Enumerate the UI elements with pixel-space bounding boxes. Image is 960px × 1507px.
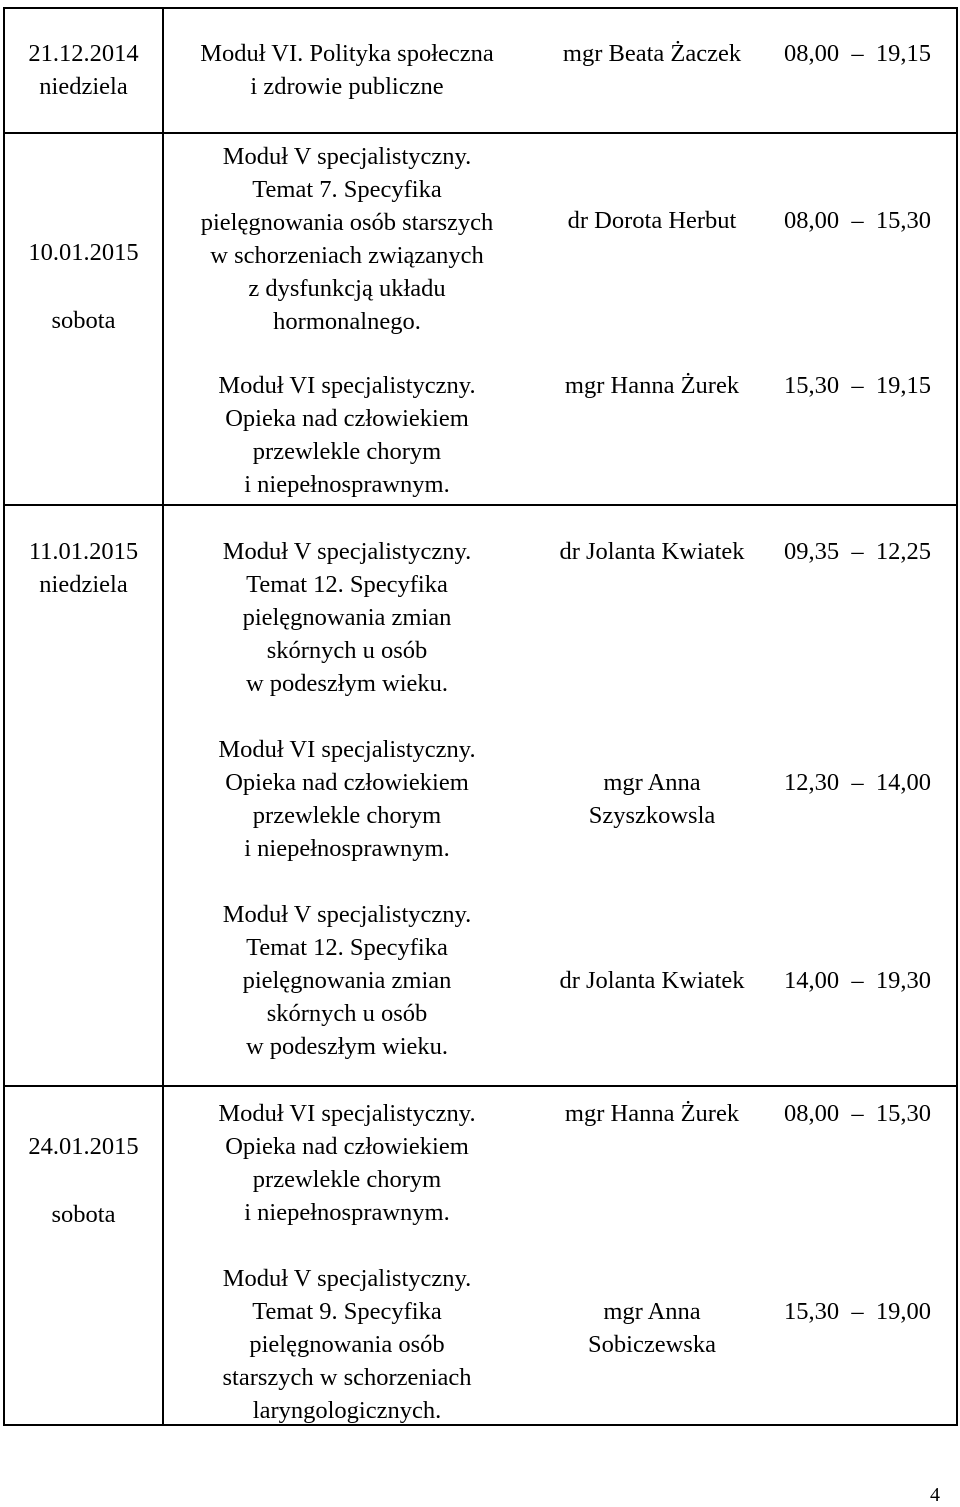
time-from: 15,30 bbox=[784, 1298, 840, 1325]
lecturer-line: Sobiczewska bbox=[588, 1331, 716, 1358]
topic-line: w podeszłym wieku. bbox=[245, 1033, 449, 1060]
lecturer-line: mgr Beata Żaczek bbox=[562, 40, 742, 67]
date: 24.01.2015 bbox=[28, 1133, 139, 1160]
time-range bbox=[784, 766, 931, 799]
lecturer-cell bbox=[534, 204, 770, 237]
topic-line: i zdrowie publiczne bbox=[250, 73, 444, 100]
time-from: 12,30 bbox=[784, 769, 840, 796]
topic-line: Opieka nad człowiekiem bbox=[225, 1133, 469, 1160]
weekday: sobota bbox=[51, 1201, 116, 1228]
topic-line: Temat 12. Specyfika bbox=[246, 934, 448, 961]
topic-cell bbox=[164, 1097, 530, 1229]
lecturer-cell bbox=[534, 766, 770, 832]
topic-cell bbox=[164, 140, 530, 338]
topic-line: Temat 9. Specyfika bbox=[252, 1298, 442, 1325]
topic-line: Moduł VI. Polityka społeczna bbox=[200, 40, 494, 67]
date: 11.01.2015 bbox=[28, 538, 139, 565]
topic-line: hormonalnego. bbox=[273, 308, 421, 335]
date-cell bbox=[5, 236, 162, 338]
topic-line: w podeszłym wieku. bbox=[245, 670, 449, 697]
topic-line: Moduł VI specjalistyczny. bbox=[218, 372, 476, 399]
topic-line: z dysfunkcją układu bbox=[248, 275, 446, 302]
topic-cell bbox=[164, 1262, 530, 1427]
topic-line: pielęgnowania osób starszych bbox=[200, 209, 494, 236]
lecturer-cell bbox=[534, 535, 770, 568]
topic-cell bbox=[164, 369, 530, 501]
topic-line: starszych w schorzeniach bbox=[222, 1364, 472, 1391]
topic-line: Temat 7. Specyfika bbox=[252, 176, 442, 203]
topic-cell bbox=[164, 898, 530, 1063]
time-to: 15,30 bbox=[875, 1100, 931, 1127]
topic-line: i niepełnosprawnym. bbox=[244, 1199, 450, 1226]
lecturer-cell bbox=[534, 37, 770, 70]
topic-line: i niepełnosprawnym. bbox=[244, 471, 450, 498]
time-to: 14,00 bbox=[875, 769, 931, 796]
topic-line: przewlekle chorym bbox=[252, 438, 442, 465]
lecturer-line: mgr Hanna Żurek bbox=[564, 1100, 740, 1127]
row-divider bbox=[3, 132, 958, 134]
topic-line: Temat 12. Specyfika bbox=[246, 571, 448, 598]
topic-line: skórnych u osób bbox=[266, 637, 428, 664]
topic-line: skórnych u osób bbox=[266, 1000, 428, 1027]
time-separator: – bbox=[845, 207, 870, 234]
time-separator: – bbox=[845, 769, 870, 796]
topic-line: Opieka nad człowiekiem bbox=[225, 405, 469, 432]
time-to: 19,15 bbox=[875, 40, 931, 67]
lecturer-line: mgr Hanna Żurek bbox=[564, 372, 740, 399]
date-cell bbox=[5, 535, 162, 601]
time-to: 19,30 bbox=[875, 967, 931, 994]
date: 10.01.2015 bbox=[28, 239, 139, 266]
topic-line: Moduł VI specjalistyczny. bbox=[218, 736, 476, 763]
time-to: 19,00 bbox=[875, 1298, 931, 1325]
topic-line: przewlekle chorym bbox=[252, 802, 442, 829]
topic-cell bbox=[164, 733, 530, 865]
time-range bbox=[784, 369, 931, 402]
lecturer-cell bbox=[534, 964, 770, 997]
time-from: 14,00 bbox=[784, 967, 840, 994]
table-border-right bbox=[956, 7, 958, 1426]
topic-cell bbox=[164, 37, 530, 103]
date-cell bbox=[5, 37, 162, 103]
time-from: 09,35 bbox=[784, 538, 840, 565]
time-range bbox=[784, 535, 931, 568]
topic-line: Moduł V specjalistyczny. bbox=[222, 538, 472, 565]
lecturer-line: mgr Anna bbox=[603, 769, 701, 796]
weekday: niedziela bbox=[39, 73, 128, 100]
time-separator: – bbox=[845, 538, 870, 565]
lecturer-line: dr Dorota Herbut bbox=[567, 207, 737, 234]
topic-line: Moduł V specjalistyczny. bbox=[222, 901, 472, 928]
page-number: 4 bbox=[930, 1484, 940, 1506]
lecturer-cell bbox=[534, 1295, 770, 1361]
lecturer-line: dr Jolanta Kwiatek bbox=[559, 967, 745, 994]
lecturer-line: mgr Anna bbox=[603, 1298, 701, 1325]
topic-line: pielęgnowania zmian bbox=[242, 967, 452, 994]
time-separator: – bbox=[845, 40, 870, 67]
time-to: 12,25 bbox=[875, 538, 931, 565]
row-divider bbox=[3, 504, 958, 506]
time-range bbox=[784, 964, 931, 997]
time-range bbox=[784, 1295, 931, 1328]
topic-line: pielęgnowania zmian bbox=[242, 604, 452, 631]
topic-line: Opieka nad człowiekiem bbox=[225, 769, 469, 796]
topic-line: w schorzeniach związanych bbox=[210, 242, 484, 269]
weekday: sobota bbox=[51, 307, 116, 334]
time-separator: – bbox=[845, 372, 870, 399]
lecturer-line: dr Jolanta Kwiatek bbox=[559, 538, 745, 565]
time-range bbox=[784, 1097, 931, 1130]
row-divider bbox=[3, 1085, 958, 1087]
topic-line: Moduł V specjalistyczny. bbox=[222, 1265, 472, 1292]
topic-line: laryngologicznych. bbox=[252, 1397, 442, 1424]
lecturer-line: Szyszkowsla bbox=[588, 802, 716, 829]
topic-line: pielęgnowania osób bbox=[249, 1331, 445, 1358]
topic-line: Moduł VI specjalistyczny. bbox=[218, 1100, 476, 1127]
table-border-top bbox=[3, 7, 958, 9]
time-range bbox=[784, 37, 931, 70]
time-from: 08,00 bbox=[784, 207, 840, 234]
time-from: 08,00 bbox=[784, 1100, 840, 1127]
weekday: niedziela bbox=[39, 571, 128, 598]
topic-cell bbox=[164, 535, 530, 700]
topic-line: przewlekle chorym bbox=[252, 1166, 442, 1193]
time-from: 15,30 bbox=[784, 372, 840, 399]
time-to: 15,30 bbox=[875, 207, 931, 234]
topic-line: i niepełnosprawnym. bbox=[244, 835, 450, 862]
time-to: 19,15 bbox=[875, 372, 931, 399]
time-separator: – bbox=[845, 1100, 870, 1127]
time-range bbox=[784, 204, 931, 237]
time-separator: – bbox=[845, 1298, 870, 1325]
topic-line: Moduł V specjalistyczny. bbox=[222, 143, 472, 170]
lecturer-cell bbox=[534, 1097, 770, 1130]
date: 21.12.2014 bbox=[28, 40, 139, 67]
lecturer-cell bbox=[534, 369, 770, 402]
time-from: 08,00 bbox=[784, 40, 840, 67]
date-cell bbox=[5, 1130, 162, 1232]
time-separator: – bbox=[845, 967, 870, 994]
